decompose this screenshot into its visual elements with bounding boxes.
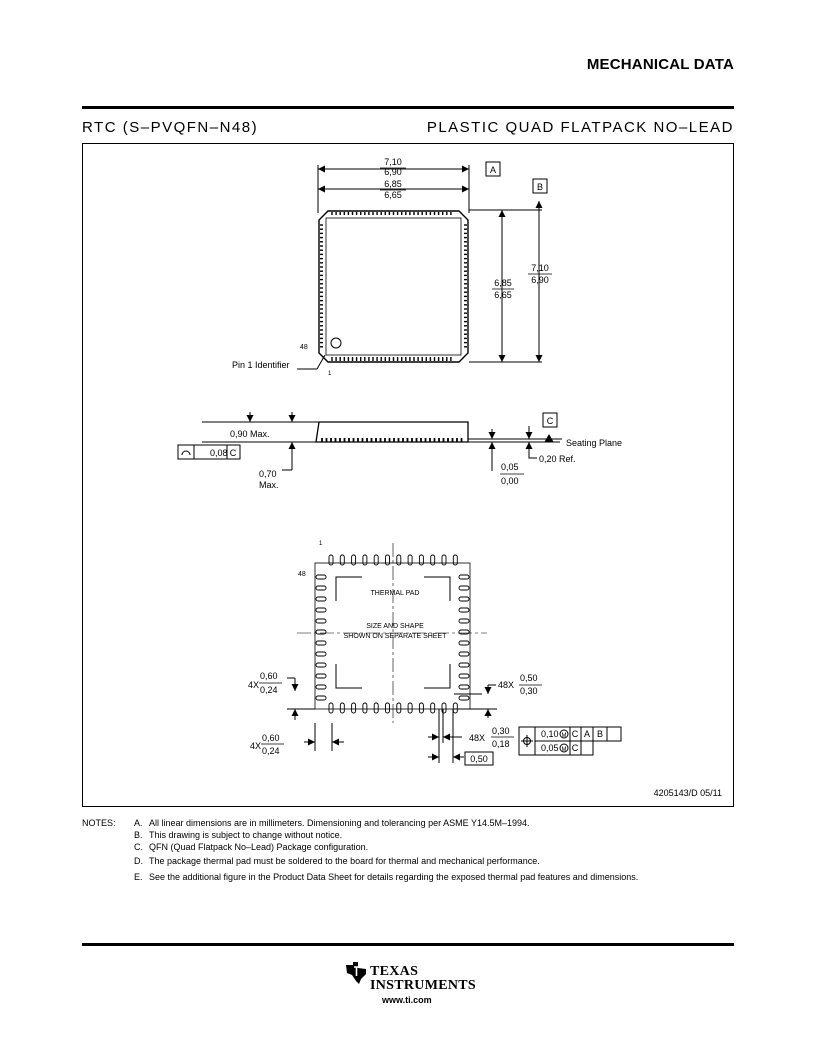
lead-pad [316,586,326,590]
lead-pad [316,619,326,623]
lead-pad [453,703,457,713]
datum-a-label: A [489,165,497,175]
note-d: D. The package thermal pad must be soldered to the board for thermal and mechanical performance. [134,856,540,866]
dim-width-inner-min: 6,65 [384,190,402,200]
lead-pad [316,674,326,678]
lead-pad [459,575,469,579]
lead-pad [316,696,326,700]
dim-width-outer-min: 6,90 [384,167,402,177]
lead-pad [459,597,469,601]
pos-tol-1-value: 0,10 [541,729,559,739]
size-shape-label-2: SHOWN ON SEPARATE SHEET [343,633,447,640]
lead-pad [431,555,435,565]
lead-pad [459,663,469,667]
lead-pad [386,703,390,713]
note-e: E. See the additional figure in the Product Data Sheet for details regarding the exposed thermal pad features and dimensions. [134,872,639,882]
dim-standoff-min: 0,00 [501,476,519,486]
pin1-identifier-label: Pin 1 Identifier [232,360,290,370]
ti-url[interactable]: www.ti.com [382,995,432,1005]
datum-c-label: C [546,416,554,426]
pos-tol-2-modifier: M [561,747,567,753]
thermal-pad-label: THERMAL PAD [370,590,420,597]
lead-pad [316,663,326,667]
dim-height-inner-max: 6,85 [494,278,512,288]
lead-pad [453,555,457,565]
lead-pad [459,652,469,656]
lead-len-min: 0,30 [520,686,538,696]
corner-b-min: 0,24 [262,746,280,756]
lead-pad [397,555,401,565]
package-type: PLASTIC QUAD FLATPACK NO–LEAD [426,119,734,136]
dim-width-outer-max: 7,10 [384,157,402,167]
note-c: C. QFN (Quad Flatpack No–Lead) Package configuration. [134,842,369,852]
lead-pad [442,555,446,565]
lead-pad [352,703,356,713]
lead-len-count: 48X [498,680,515,690]
lead-pad [316,597,326,601]
bottom-view-text [248,541,603,764]
corner-b-count: 4X [250,741,262,751]
pos-tol-1-datum-2: A [583,729,591,739]
lead-pad [316,575,326,579]
lead-pad [459,685,469,689]
corner-a-count: 4X [248,680,260,690]
note-a: A. All linear dimensions are in millimeters. Dimensioning and tolerancing per ASME Y14.5M–1994. [134,818,530,828]
mechanical-drawing [82,143,734,807]
pos-tol-1-datum-1: C [571,729,579,739]
lead-pad [459,586,469,590]
lead-pad [316,608,326,612]
lead-pad [374,555,378,565]
lead-pad [459,674,469,678]
pos-tol-1-modifier: M [561,733,567,739]
pos-tol-1-datum-3: B [596,729,604,739]
bottom-rule [82,943,734,946]
lead-w-min: 0,18 [492,739,510,749]
dim-body-max-2: Max. [259,480,279,490]
lead-w-count: 48X [469,733,486,743]
side-view-text [210,416,622,490]
ti-logo [344,962,476,1007]
drawing-reference: 4205143/D 05/11 [653,788,722,798]
dim-height-outer-min: 6,90 [531,275,549,285]
pos-tol-2-value: 0,05 [541,743,559,753]
ref-dimension: 0,20 Ref. [539,454,576,464]
lead-pad [316,630,326,634]
lead-pad [352,555,356,565]
lead-pad [340,555,344,565]
lead-pad [316,652,326,656]
lead-pad [329,555,333,565]
dim-height-inner-min: 6,65 [494,290,512,300]
top-pin1-label: 1 [328,371,332,377]
top-view-text [232,157,552,377]
lead-pad [408,703,412,713]
lead-pad [419,703,423,713]
bottom-pin1-label: 1 [319,541,323,547]
package-id: RTC (S–PVQFN–N48) [82,119,259,136]
dim-body-max-1: 0,70 [259,469,277,479]
lead-pad [363,555,367,565]
note-b: B. This drawing is subject to change without notice. [134,830,343,840]
flatness-value: 0,08 [210,448,228,458]
seating-plane-label: Seating Plane [566,438,623,448]
texas-state-icon [344,962,368,984]
top-view [297,162,547,369]
bottom-pin48-label: 48 [298,571,306,578]
lead-pad [459,630,469,634]
size-shape-label-1: SIZE AND SHAPE [366,623,424,630]
lead-pad [431,703,435,713]
page-header-title: MECHANICAL DATA [586,56,734,73]
lead-pad [329,703,333,713]
corner-a-min: 0,24 [260,685,278,695]
dim-width-inner-max: 6,85 [384,179,402,189]
lead-len-max: 0,50 [520,673,538,683]
lead-w-max: 0,30 [492,726,510,736]
corner-b-max: 0,60 [262,733,280,743]
ti-brand-line1: TEXAS [370,964,419,979]
pitch-label: 0,50 [470,754,488,764]
lead-pad [408,555,412,565]
dim-standoff-max: 0,05 [501,462,519,472]
corner-a-max: 0,60 [260,671,278,681]
lead-pad [340,703,344,713]
top-pin48-label: 48 [300,344,308,351]
ti-brand-line2: INSTRUMENTS [370,978,476,993]
lead-pad [459,641,469,645]
notes-label: NOTES: [82,818,116,828]
lead-pad [374,703,378,713]
lead-pad [386,555,390,565]
top-rule [82,106,734,109]
flatness-datum: C [229,448,237,458]
pos-tol-2-datum-1: C [571,743,579,753]
lead-pad [316,685,326,689]
lead-pad [419,555,423,565]
lead-pad [316,641,326,645]
dim-height-outer-max: 7,10 [531,263,549,273]
lead-pad [397,703,401,713]
datum-b-label: B [536,182,544,192]
dim-height-max: 0,90 Max. [230,429,270,439]
lead-pad [459,696,469,700]
lead-pad [459,608,469,612]
lead-pad [363,703,367,713]
lead-pad [459,619,469,623]
